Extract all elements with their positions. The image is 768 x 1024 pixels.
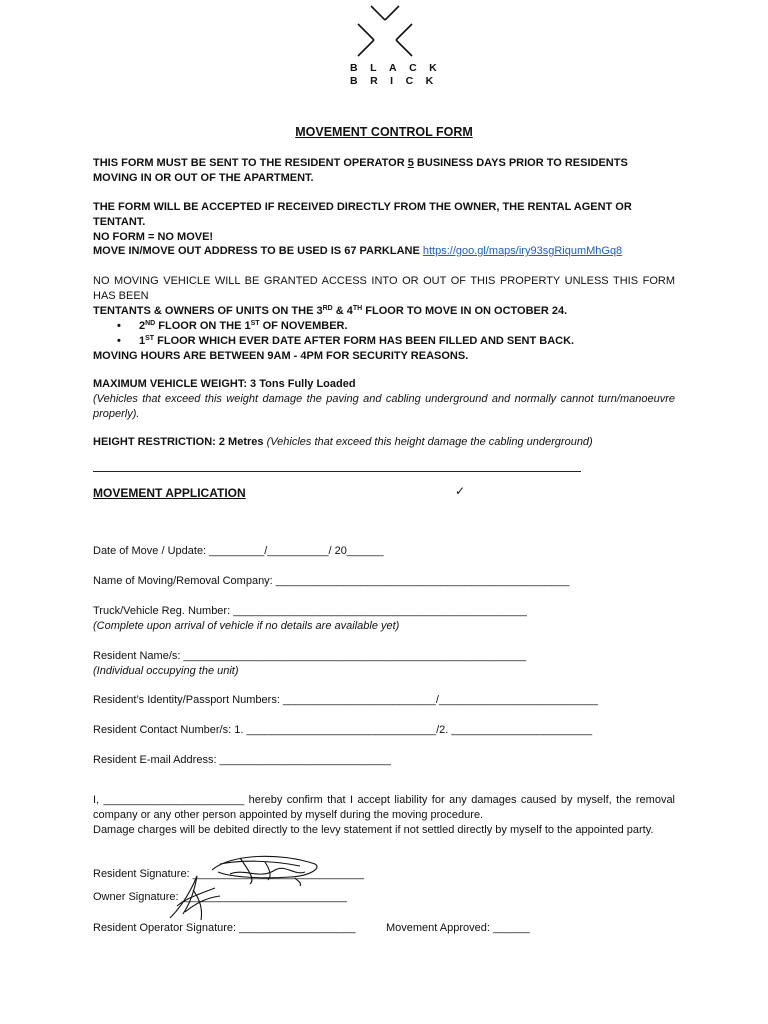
x-logo-icon [350,2,420,62]
resident-signature-field[interactable]: Resident Signature: ____________________________ [93,868,364,880]
movement-approved-field[interactable]: Movement Approved: ______ [386,922,530,934]
identity-numbers-field[interactable]: Resident’s Identity/Passport Numbers: _________________________/__________________________ [93,694,598,706]
bullet-icon: • [117,320,121,332]
operator-signature-field[interactable]: Resident Operator Signature: ___________________ [93,922,356,934]
moving-hours: MOVING HOURS ARE BETWEEN 9AM - 4PM FOR SECURITY REASONS. [93,350,469,362]
weight-restriction: MAXIMUM VEHICLE WEIGHT: 3 Tons Fully Loaded (Vehicles that exceed this weight damage the paving and cabling underground and normally cannot turn/manoeuvre properly). [93,378,675,420]
vehicle-reg-field[interactable]: Truck/Vehicle Reg. Number: ________________________________________________ [93,605,527,617]
black-brick-logo [340,2,450,88]
form-title: MOVEMENT CONTROL FORM [295,125,473,139]
resident-names-note: (Individual occupying the unit) [93,665,239,677]
move-schedule [93,304,675,364]
liability-statement: I, _______________________ hereby confirm that I accept liability for any damages caused by myself, the removal company or any other person appointed by myself during the moving procedure. Damage charges will be debited directly to the levy statement if not settled directly by myself to the appointed party. [93,794,675,836]
date-of-move-field[interactable]: Date of Move / Update: _________/__________/ 20______ [93,545,384,557]
notice-form-accepted: THE FORM WILL BE ACCEPTED IF RECEIVED DIRECTLY FROM THE OWNER, THE RENTAL AGENT OR TENTANT. NO FORM = NO MOVE! [93,201,632,243]
divider-line [93,471,581,472]
notice-business-days: THIS FORM MUST BE SENT TO THE RESIDENT OPERATOR 5 BUSINESS DAYS PRIOR TO RESIDENTS MOVING IN OR OUT OF THE APARTMENT. [93,157,628,184]
email-field[interactable]: Resident E-mail Address: ____________________________ [93,754,391,766]
height-restriction: HEIGHT RESTRICTION: 2 Metres (Vehicles that exceed this height damage the cabling underground) [93,436,593,448]
owner-signature-field[interactable]: Owner Signature: ___________________________ [93,891,347,903]
schedule-floor-1: • 1ST FLOOR WHICH EVER DATE AFTER FORM HAS BEEN FILLED AND SENT BACK. [117,335,575,347]
removal-company-field[interactable]: Name of Moving/Removal Company: ________________________________________________ [93,575,570,587]
resident-names-field[interactable]: Resident Name/s: ________________________________________________________ [93,650,527,662]
contact-numbers-field[interactable]: Resident Contact Number/s: 1. _______________________________/2. _______________________ [93,724,593,736]
vehicle-reg-note: (Complete upon arrival of vehicle if no details are available yet) [93,620,400,632]
access-notice: NO MOVING VEHICLE WILL BE GRANTED ACCESS INTO OR OUT OF THIS PROPERTY UNLESS THIS FORM HAS BEEN [93,275,675,302]
logo-text-line1: BLACK [350,62,450,74]
move-address: MOVE IN/MOVE OUT ADDRESS TO BE USED IS 67 PARKLANE https://goo.gl/maps/iry93sgRiqumMhGq8 [93,245,623,257]
owner-handwritten-signature [165,868,225,923]
movement-application-heading: MOVEMENT APPLICATION [93,486,246,500]
maps-link[interactable]: https://goo.gl/maps/iry93sgRiqumMhGq8 [422,245,623,257]
logo-text-line2: BRICK [350,75,446,87]
checkmark-icon: ✓ [455,484,466,498]
schedule-floor-2: • 2ND FLOOR ON THE 1ST OF NOVEMBER. [117,320,348,332]
bullet-icon: • [117,335,121,347]
schedule-floors-3-4: TENTANTS & OWNERS OF UNITS ON THE 3RD & 4TH FLOOR TO MOVE IN ON OCTOBER 24. [93,305,568,317]
